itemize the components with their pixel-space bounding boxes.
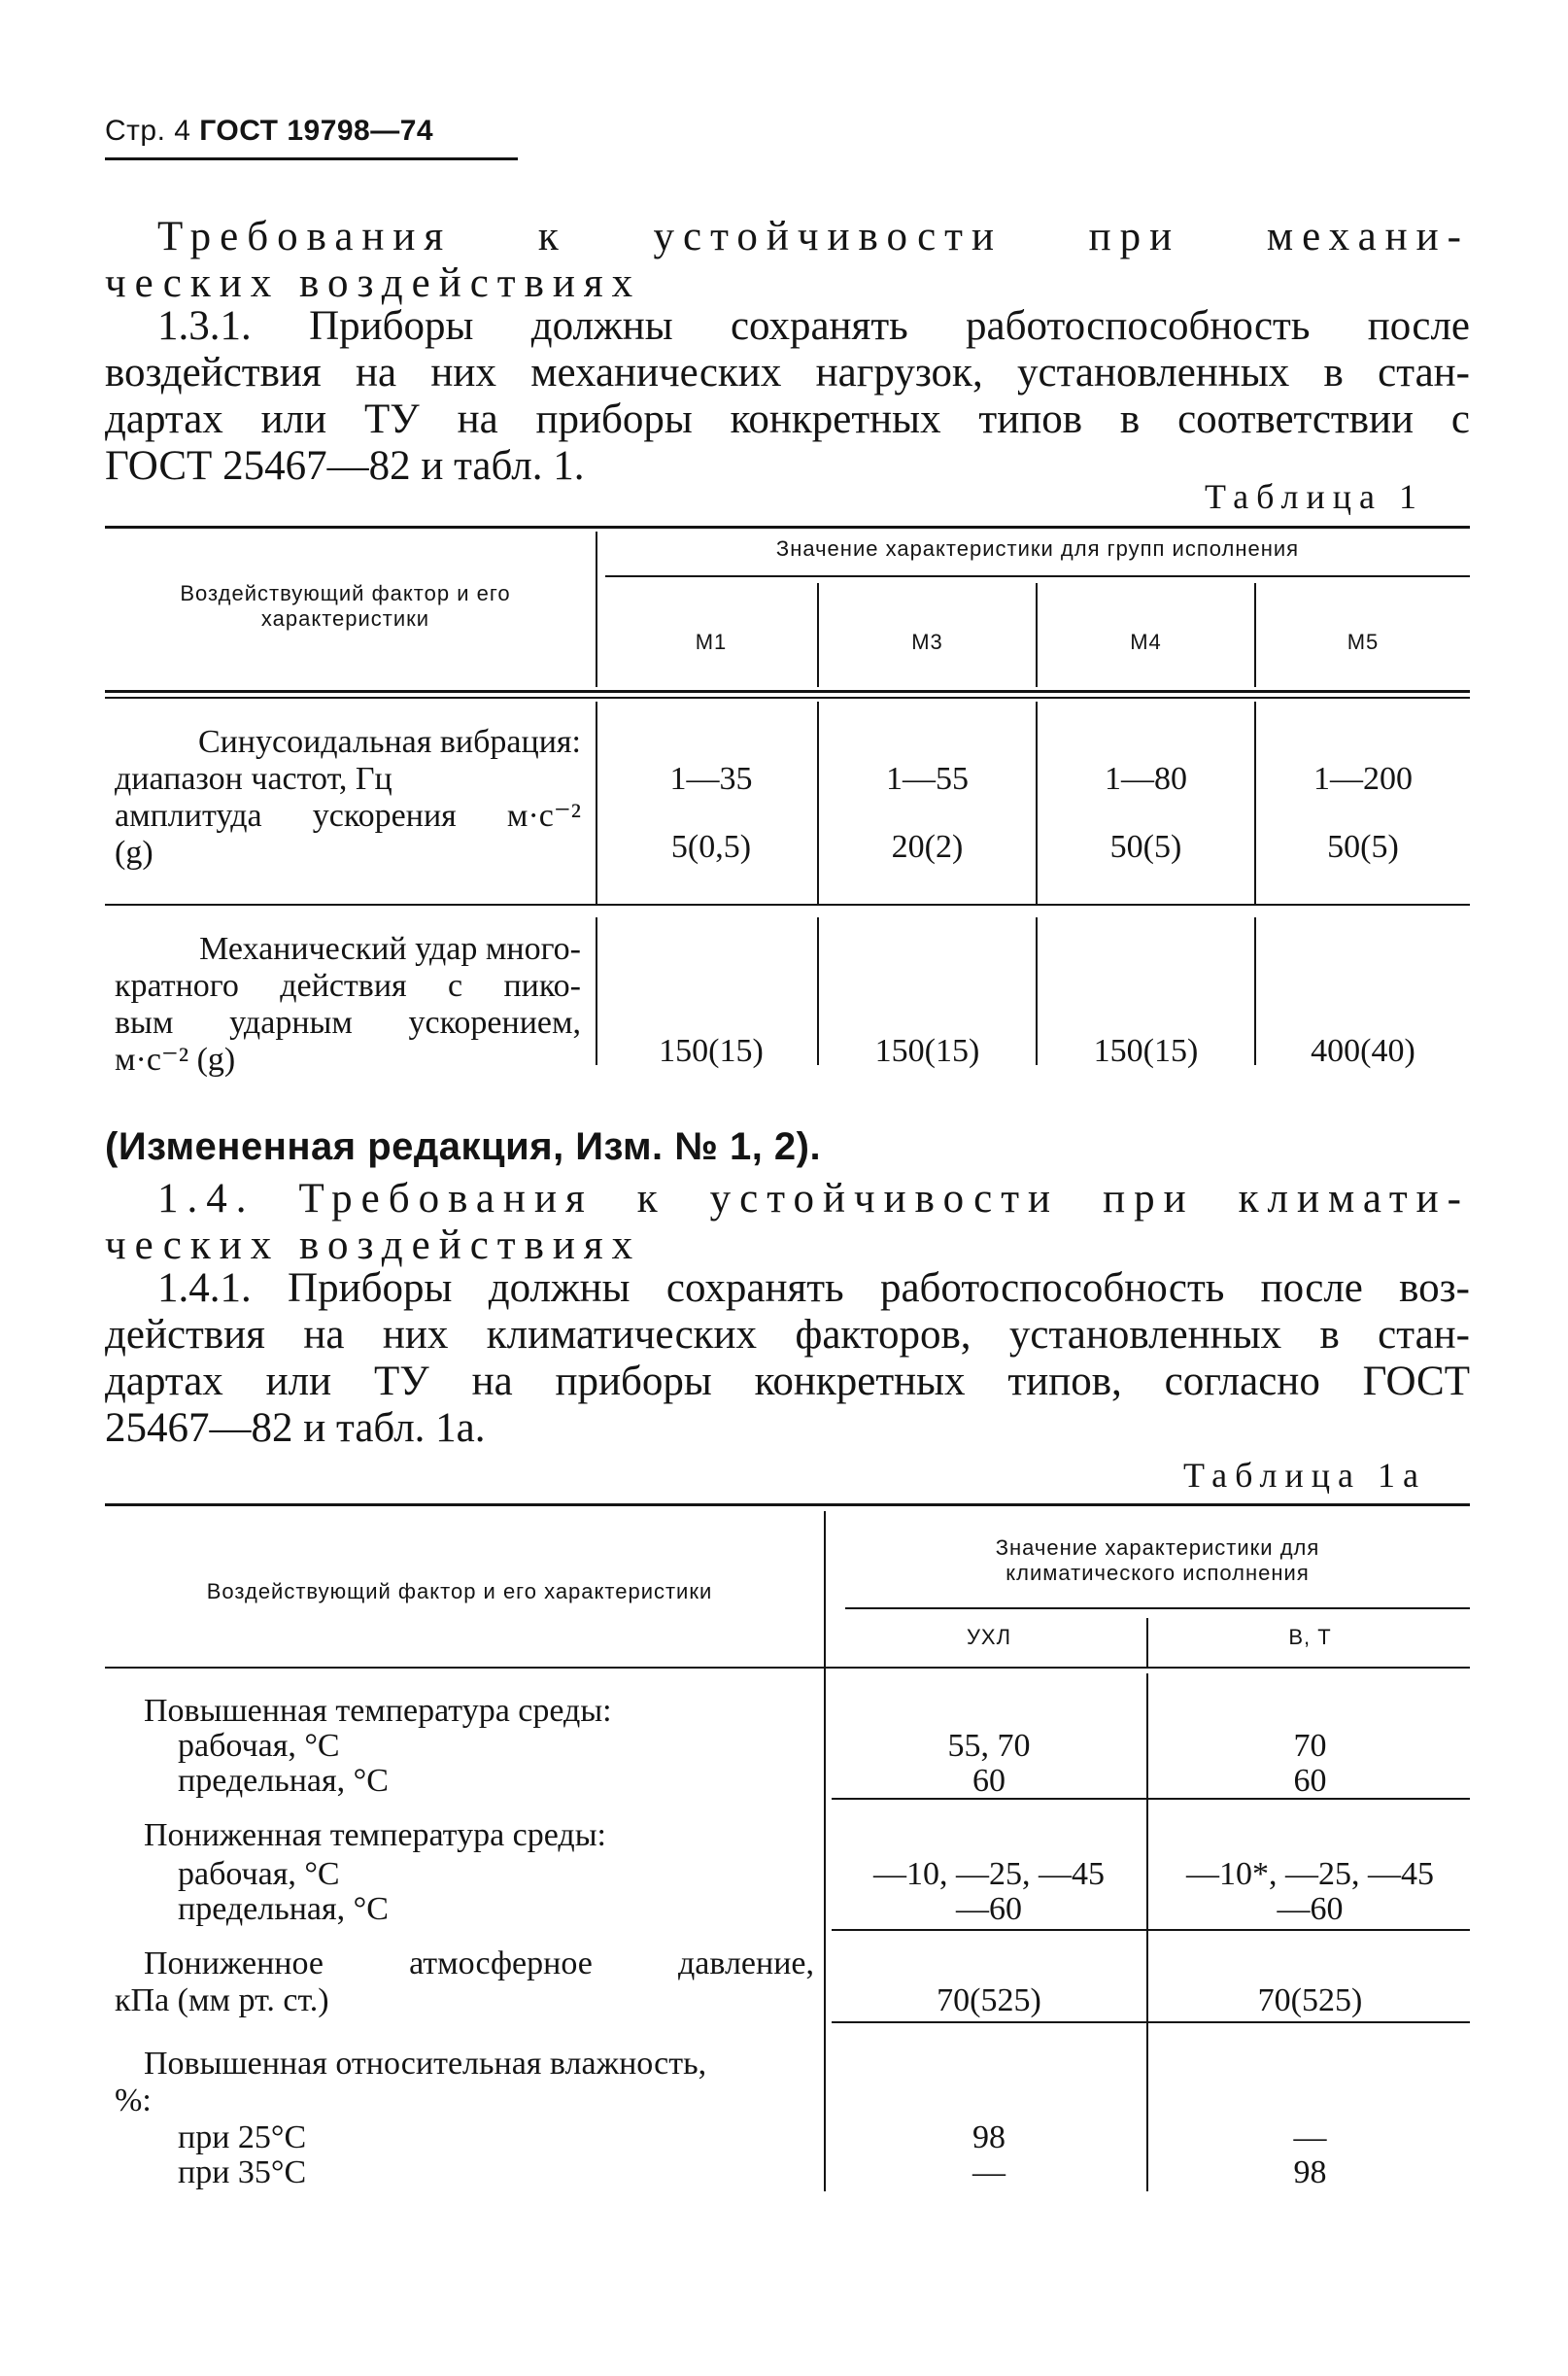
table1a-row3-line1: Пониженное атмосферное давление, (144, 1946, 814, 1981)
table1a-group-rule (845, 1607, 1470, 1609)
table1a-row1-vt-2: 60 (1293, 1763, 1327, 1799)
table1-row1-accel-m1: 5(0,5) (670, 829, 752, 865)
header-rule (105, 157, 518, 160)
table1a-vline-groups-body (1146, 1673, 1148, 2191)
table1a-row2-uhl-1: —10, —25, —45 (873, 1856, 1105, 1892)
table1-row1-freq-m3: 1—55 (886, 761, 969, 797)
table1a-row2-line1: Пониженная температура среды: (144, 1817, 606, 1853)
para-1-4-1-line4: 25467—82 и табл. 1а. (105, 1405, 486, 1451)
table1-row-rule (105, 904, 1470, 906)
section-1-3-title-line1: Требования к устойчивости при механи- (157, 214, 1470, 259)
table1-row1-accel-m3: 20(2) (891, 829, 964, 865)
table1a-row1-uhl-2: 60 (972, 1763, 1006, 1799)
table1a-row1-vt-1: 70 (1293, 1728, 1327, 1764)
table1a-row1-line2: рабочая, °С (178, 1728, 340, 1764)
para-1-4-1-line1: 1.4.1. Приборы должны сохранять работоспособность после воз- (157, 1265, 1470, 1311)
table1a-caption: Таблица 1а (1183, 1456, 1426, 1495)
table1-row2-factor-line3: вым ударным ускорением, (115, 1005, 581, 1041)
table1-group-m3: M3 (911, 630, 943, 654)
table1-row2-m5: 400(40) (1311, 1033, 1415, 1069)
table1a-row4-vt-1: — (1293, 2119, 1327, 2155)
table1-row2-factor-line4: м·с⁻² (g) (115, 1042, 236, 1078)
table1-header-rule-2 (105, 697, 1470, 699)
section-1-4-title-line2: ческих воздействиях (105, 1222, 642, 1268)
revision-note: (Измененная редакция, Изм. № 1, 2). (105, 1125, 822, 1168)
para-1-4-1-line2: действия на них климатических факторов, установленных в стан- (105, 1312, 1470, 1358)
table1-row1-freq-m5: 1—200 (1313, 761, 1413, 797)
table1a-row2-vt-1: —10*, —25, —45 (1186, 1856, 1434, 1892)
table1a-row3-line2: кПа (мм рт. ст.) (115, 1982, 329, 2018)
section-1-4-title-line1: 1.4. Требования к устойчивости при климати- (157, 1176, 1470, 1222)
table1-group-m1: M1 (695, 630, 728, 654)
table1a-row1-line1: Повышенная температура среды: (144, 1693, 612, 1729)
table1a-row4-uhl-2: — (972, 2154, 1006, 2190)
table1-vline-m4m5-row1 (1254, 702, 1256, 904)
table1a-row2-rule (832, 1929, 1470, 1931)
para-1-3-1-line2: воздействия на них механических нагрузок, установленных в стан- (105, 350, 1470, 396)
table1a-row1-uhl-1: 55, 70 (947, 1728, 1031, 1764)
table1-vline-factor-row2 (596, 917, 597, 1065)
table1a-row2-line2: рабочая, °С (178, 1856, 340, 1892)
table1-row2-factor-line2: кратного действия с пико- (115, 968, 581, 1004)
table1-row1-accel-m4: 50(5) (1109, 829, 1182, 865)
table1a-row3-vt: 70(525) (1257, 1982, 1363, 2018)
table1-caption: Таблица 1 (1205, 477, 1424, 516)
table1a-header-group-line1: Значение характеристики для (995, 1535, 1320, 1560)
table1a-header-rule (105, 1667, 1470, 1669)
table1-row1-freq-m4: 1—80 (1105, 761, 1187, 797)
table1a-row4-line2: %: (115, 2083, 152, 2118)
table1a-top-rule (105, 1503, 1470, 1506)
table1-header-group: Значение характеристики для групп исполнения (775, 536, 1300, 561)
table1a-row4-line4: при 35°С (178, 2154, 307, 2190)
table1a-vline-factor (824, 1511, 826, 2191)
section-1-3-title-line2: ческих воздействиях (105, 260, 642, 306)
table1-row1-freq-m1: 1—35 (669, 761, 753, 797)
table1-row2-m3: 150(15) (874, 1033, 980, 1069)
table1-row1-factor-line4: (g) (115, 835, 153, 871)
table1-row1-factor-line3: амплитуда ускорения м·с⁻² (115, 798, 581, 834)
table1a-row2-line3: предельная, °С (178, 1891, 389, 1927)
table1a-group-vt: В, Т (1288, 1625, 1332, 1649)
table1-group-rule (605, 575, 1470, 577)
para-1-3-1-line1: 1.3.1. Приборы должны сохранять работоспособность после (157, 303, 1470, 349)
para-1-3-1-line4: ГОСТ 25467—82 и табл. 1. (105, 443, 585, 489)
table1-row1-accel-m5: 50(5) (1327, 829, 1399, 865)
table1-vline-m3m4-row1 (1036, 702, 1038, 904)
table1-row2-m4: 150(15) (1093, 1033, 1199, 1069)
table1-vline-factor-header (596, 532, 597, 687)
table1-vline-m1m3-row1 (817, 702, 819, 904)
table1a-row3-uhl: 70(525) (937, 1982, 1041, 2018)
table1-top-rule (105, 526, 1470, 529)
para-1-3-1-line3: дартах или ТУ на приборы конкретных типов в соответствии с (105, 396, 1470, 442)
table1a-row3-rule (832, 2021, 1470, 2023)
table1a-header-group-line2: климатического исполнения (1006, 1561, 1310, 1585)
page-header (105, 115, 433, 148)
table1a-row4-uhl-1: 98 (972, 2119, 1006, 2155)
table1-header-rule-1 (105, 690, 1470, 693)
table1-group-m4: M4 (1130, 630, 1162, 654)
table1-row2-factor-line1: Механический удар много- (199, 931, 581, 967)
table1a-header-factor: Воздействующий фактор и его характеристики (206, 1579, 713, 1603)
table1a-group-uhl: УХЛ (966, 1625, 1012, 1649)
table1a-row1-line3: предельная, °С (178, 1763, 389, 1799)
table1-row2-m1: 150(15) (659, 1033, 764, 1069)
table1-row1-factor-line1: Синусоидальная вибрация: (197, 724, 581, 760)
table1-row1-factor-line2: диапазон частот, Гц (115, 761, 392, 797)
page-number: Стр. 4 (105, 115, 191, 147)
table1a-row4-vt-2: 98 (1293, 2154, 1327, 2190)
table1a-row4-line1: Повышенная относительная влажность, (144, 2046, 707, 2082)
table1-group-m5: M5 (1346, 630, 1380, 654)
para-1-4-1-line3: дартах или ТУ на приборы конкретных типов, согласно ГОСТ (105, 1359, 1470, 1404)
table1a-vline-groups-header (1146, 1618, 1148, 1667)
table1a-row4-line3: при 25°С (178, 2119, 307, 2155)
document-id: ГОСТ 19798—74 (199, 115, 434, 147)
table1a-row2-vt-2: —60 (1277, 1891, 1344, 1927)
table1-header-factor: Воздействующий фактор и его характеристики (180, 581, 511, 631)
table1-vline-factor-row1 (596, 702, 597, 904)
table1a-row2-uhl-2: —60 (956, 1891, 1022, 1927)
